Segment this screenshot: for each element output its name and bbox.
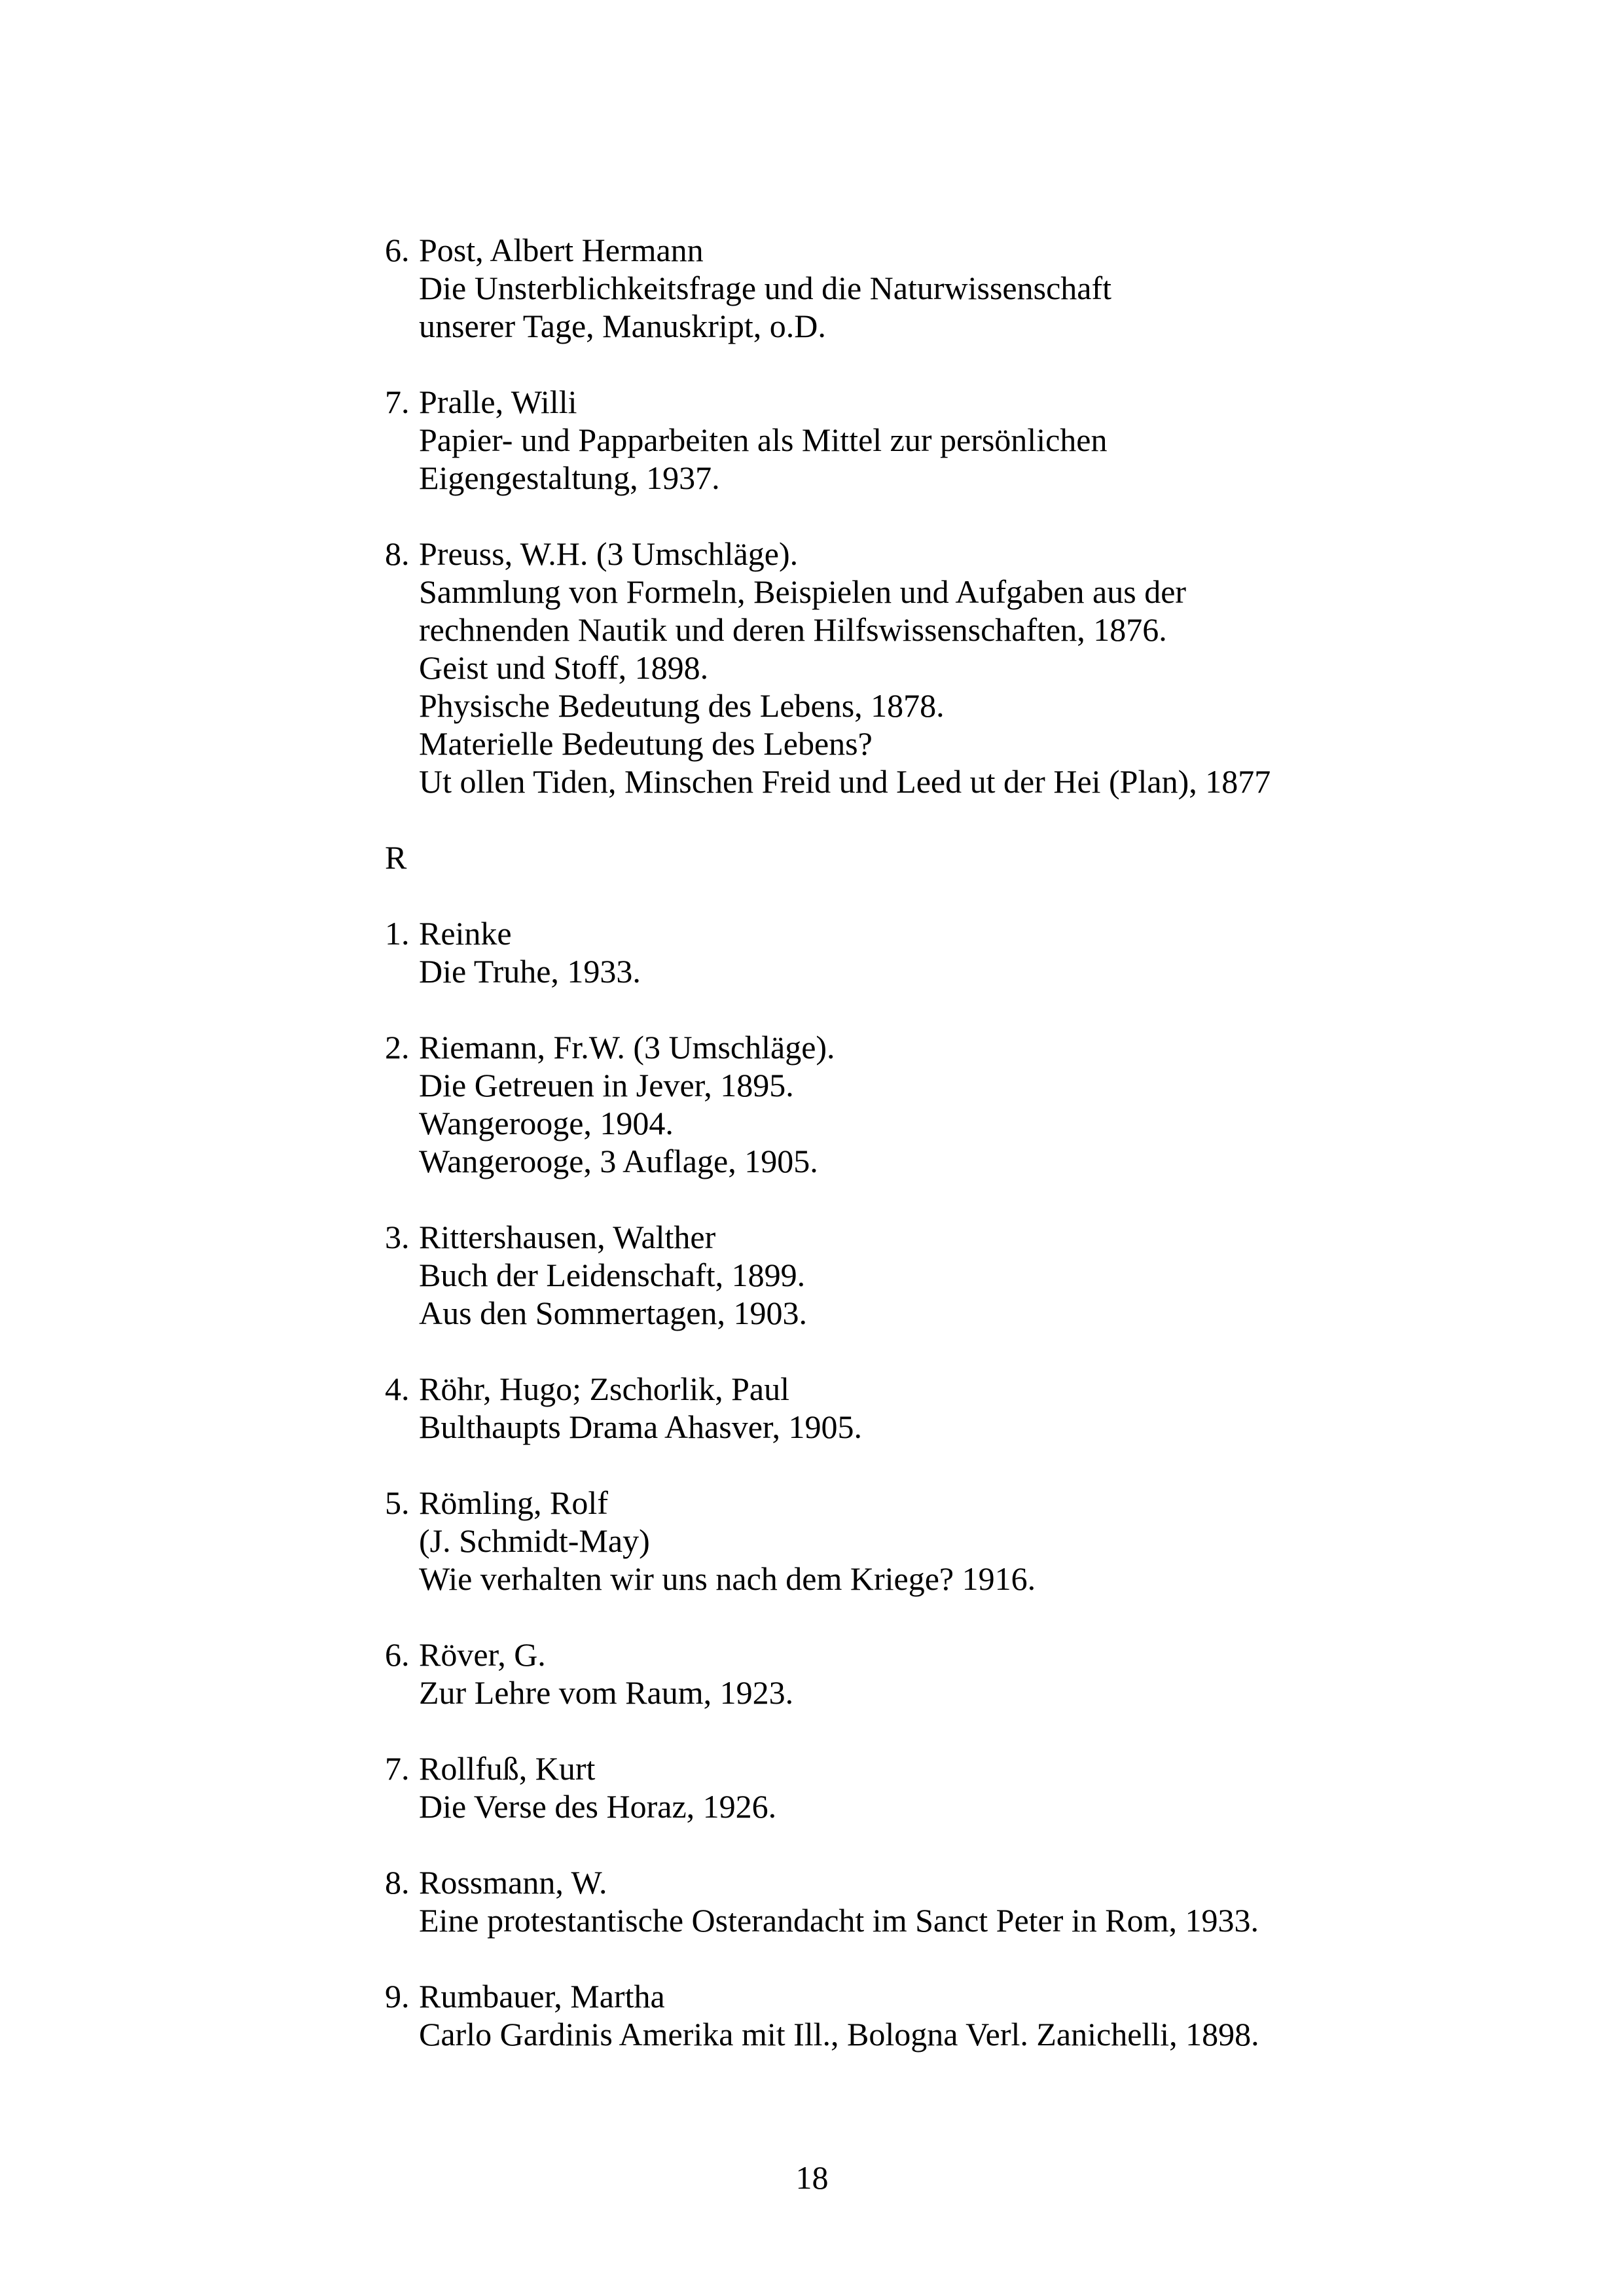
entry-number: 1.: [385, 915, 410, 952]
entry-works: [385, 1787, 1498, 1825]
entry-work-line: Ut ollen Tiden, Minschen Freid und Leed ut der Hei (Plan), 1877: [419, 763, 1271, 800]
entry-work-line: Carlo Gardinis Amerika mit Ill., Bologna Verl. Zanichelli, 1898.: [419, 2016, 1259, 2053]
entry-number: 8.: [385, 1864, 410, 1901]
entry-number: 5.: [385, 1484, 410, 1521]
entry-number: 8.: [385, 535, 410, 572]
entry-author: Preuss, W.H. (3 Umschläge).: [419, 535, 799, 572]
entry-author: Rittershausen, Walther: [419, 1219, 716, 1255]
entry-heading: [385, 1977, 1498, 2015]
entry-works: [385, 952, 1498, 990]
bibliography-entry: [385, 1028, 1498, 1180]
bibliography-entry: [385, 1218, 1498, 1332]
entry-number: 6.: [385, 1636, 410, 1673]
bibliography-entry: [385, 1749, 1498, 1825]
entry-work-line: Materielle Bedeutung des Lebens?: [419, 725, 873, 762]
entry-work-line: Wangerooge, 1904.: [419, 1105, 674, 1141]
entry-author: Pralle, Willi: [419, 384, 577, 420]
entry-works: [385, 1408, 1498, 1446]
entry-author: Röver, G.: [419, 1636, 546, 1673]
entry-number: 4.: [385, 1371, 410, 1407]
entry-author: Rossmann, W.: [419, 1864, 607, 1901]
entry-number: 9.: [385, 1978, 410, 2015]
entry-works: [385, 573, 1498, 800]
entry-heading: [385, 1863, 1498, 1901]
page-number: 18: [795, 2159, 829, 2196]
entry-heading: [385, 1218, 1498, 1256]
bibliography-entry: [385, 383, 1498, 497]
entry-heading: [385, 1749, 1498, 1787]
entry-works: [385, 1256, 1498, 1332]
entry-works: [385, 421, 1498, 497]
entry-works: [385, 1674, 1498, 1712]
entry-heading: [385, 1636, 1498, 1674]
entry-work-line: Geist und Stoff, 1898.: [419, 649, 709, 686]
section-letter: R: [385, 839, 407, 876]
entry-work-line: Buch der Leidenschaft, 1899.: [419, 1257, 806, 1293]
entry-author: Reinke: [419, 915, 512, 952]
entry-heading: [385, 1028, 1498, 1066]
entry-heading: [385, 1484, 1498, 1522]
bibliography-entry: [385, 1977, 1498, 2053]
entry-work-line: Die Getreuen in Jever, 1895.: [419, 1067, 794, 1103]
bibliography-entry: [385, 1863, 1498, 1939]
entry-heading: [385, 535, 1498, 573]
entry-work-line: Wangerooge, 3 Auflage, 1905.: [419, 1143, 818, 1179]
entry-works: [385, 2015, 1498, 2053]
entry-number: 7.: [385, 1750, 410, 1787]
entry-heading: [385, 383, 1498, 421]
entry-number: 2.: [385, 1029, 410, 1066]
entry-work-line: Zur Lehre vom Raum, 1923.: [419, 1674, 794, 1711]
entry-works: [385, 269, 1498, 345]
entry-number: 3.: [385, 1219, 410, 1255]
entry-author: Rollfuß, Kurt: [419, 1750, 596, 1787]
entry-author: Römling, Rolf: [419, 1484, 608, 1521]
entry-work-line: unserer Tage, Manuskript, o.D.: [419, 308, 826, 344]
entry-work-line: Bulthaupts Drama Ahasver, 1905.: [419, 1408, 863, 1445]
bibliography-entry: [385, 1484, 1498, 1598]
entry-work-line: (J. Schmidt-May): [419, 1522, 650, 1559]
bibliography-entry: [385, 914, 1498, 990]
entry-work-line: Eine protestantische Osterandacht im Sanct Peter in Rom, 1933.: [419, 1902, 1259, 1939]
entry-work-line: Die Verse des Horaz, 1926.: [419, 1788, 777, 1825]
entry-author: Post, Albert Hermann: [419, 232, 704, 268]
entry-work-line: Sammlung von Formeln, Beispielen und Aufgaben aus der: [419, 573, 1187, 610]
entry-number: 7.: [385, 384, 410, 420]
entry-work-line: Wie verhalten wir uns nach dem Kriege? 1916.: [419, 1560, 1036, 1597]
bibliography-entry: [385, 1370, 1498, 1446]
entry-work-line: Die Unsterblichkeitsfrage und die Naturwissenschaft: [419, 270, 1112, 306]
entry-work-line: Physische Bedeutung des Lebens, 1878.: [419, 687, 945, 724]
entry-work-line: Eigengestaltung, 1937.: [419, 459, 720, 496]
entry-heading: [385, 1370, 1498, 1408]
bibliography-entry: [385, 535, 1498, 800]
bibliography-entry: [385, 231, 1498, 345]
entry-work-line: Die Truhe, 1933.: [419, 953, 641, 990]
entry-author: Röhr, Hugo; Zschorlik, Paul: [419, 1371, 790, 1407]
entry-works: [385, 1901, 1498, 1939]
bibliography-entry: [385, 1636, 1498, 1712]
entry-heading: [385, 231, 1498, 269]
entry-works: [385, 1066, 1498, 1180]
entry-number: 6.: [385, 232, 410, 268]
bibliography-list: [385, 231, 1498, 2091]
entry-works: [385, 1522, 1498, 1598]
entry-heading: [385, 914, 1498, 952]
entry-work-line: rechnenden Nautik und deren Hilfswissenschaften, 1876.: [419, 611, 1167, 648]
entry-author: Rumbauer, Martha: [419, 1978, 665, 2015]
entry-author: Riemann, Fr.W. (3 Umschläge).: [419, 1029, 835, 1066]
entry-work-line: Aus den Sommertagen, 1903.: [419, 1295, 807, 1331]
entry-work-line: Papier- und Papparbeiten als Mittel zur persönlichen: [419, 422, 1108, 458]
